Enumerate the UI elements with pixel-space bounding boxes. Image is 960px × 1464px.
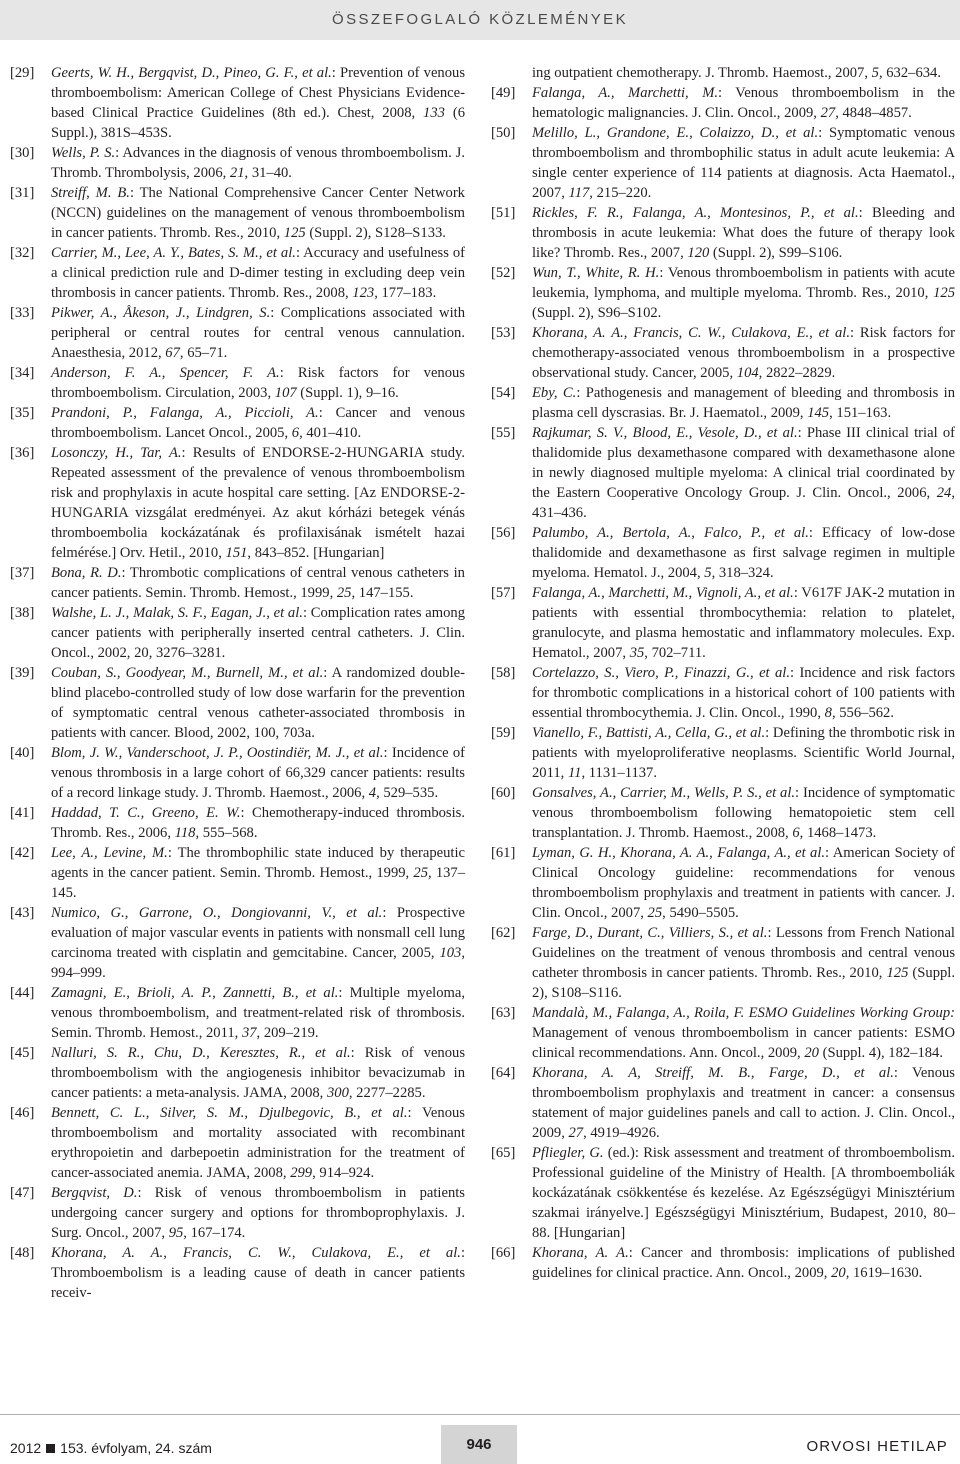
reference-item [491, 83, 955, 123]
reference-tail: , 4919–4926. [583, 1125, 660, 1141]
page-number: 946 [466, 1436, 492, 1453]
reference-number: [65] [491, 1145, 516, 1161]
reference-item [491, 263, 955, 323]
reference-item [491, 1003, 955, 1063]
reference-column-left [10, 63, 465, 1303]
reference-text: : Venous thromboembolism prophylaxis and treatment in cancer: a consensus statement of major guidelines panels and call to action. J. Clin. Oncol., 2009, [532, 1065, 955, 1141]
reference-item [10, 443, 465, 563]
reference-volume: 103 [439, 945, 462, 961]
reference-volume: 37 [241, 1025, 257, 1041]
reference-text: : Phase III clinical trial of thalidomide plus dexamethasone compared with dexamethasone alone in newly diagnosed multiple myeloma: A clinical trial coordinated by the Eastern Cooperative Oncology Group. J. Clin. Oncol., 2006, [532, 425, 955, 501]
reference-volume: 107 [274, 385, 297, 401]
reference-text: : Accuracy and usefulness of a clinical prediction rule and D-dimer testing in excluding deep vein thrombosis in cancer patients. Thromb. Res., 2008, [51, 245, 466, 301]
reference-text: : Venous thromboembolism in patients with acute leukemia, lymphoma, and multiple myeloma. Thromb. Res., 2010, [532, 265, 955, 301]
reference-item [10, 1043, 465, 1103]
reference-item [10, 843, 465, 903]
reference-tail: , 167–174. [183, 1225, 246, 1241]
reference-authors: Wun, T., White, R. H. [532, 265, 660, 281]
reference-tail: , 1468–1473. [799, 825, 877, 841]
reference-volume: 8 [824, 705, 832, 721]
reference-authors: Geerts, W. H., Bergqvist, D., Pineo, G. F., et al. [51, 65, 332, 81]
reference-authors: Nalluri, S. R., Chu, D., Keresztes, R., et al. [51, 1045, 351, 1061]
reference-tail: , 556–562. [831, 705, 894, 721]
reference-number: [41] [10, 805, 35, 821]
reference-tail: (Suppl. 4), 182–184. [818, 1045, 943, 1061]
reference-text: : Cancer and venous thromboembolism. Lancet Oncol., 2005, [51, 405, 465, 441]
reference-text: : Symptomatic venous thromboembolism and thrombophilic status in adult acute leukemia: A single center experience of 114 patients at diagnosis. Acta Haematol., 2007, [532, 125, 955, 201]
reference-authors: Falanga, A., Marchetti, M., Vignoli, A., et al. [532, 585, 794, 601]
reference-number: [30] [10, 145, 35, 161]
reference-number: [50] [491, 125, 516, 141]
reference-text: : V617F JAK-2 mutation in patients with essential thrombocythemia: relation to platelet, granulocyte, and plasma hemostatic and inflammatory molecules. Exp. Hematol., 2007, [532, 585, 955, 661]
reference-authors: Cortelazzo, S., Viero, P., Finazzi, G., et al. [532, 665, 790, 681]
reference-item [10, 403, 465, 443]
reference-volume: 35 [629, 645, 645, 661]
reference-item [10, 183, 465, 243]
reference-number: [33] [10, 305, 35, 321]
reference-item [491, 523, 955, 583]
reference-tail: , 702–711. [644, 645, 706, 661]
reference-number: [60] [491, 785, 516, 801]
reference-authors: Lyman, G. H., Khorana, A. A., Falanga, A., et al. [532, 845, 826, 861]
reference-volume: 145 [807, 405, 830, 421]
reference-number: [45] [10, 1045, 35, 1061]
reference-authors: Numico, G., Garrone, O., Dongiovanni, V., et al. [51, 905, 383, 921]
reference-number: [48] [10, 1245, 35, 1261]
reference-text: : Pathogenesis and management of bleeding and thrombosis in plasma cell dyscrasias. Br. J. Haematol., 2009, [532, 385, 956, 421]
reference-item [491, 923, 955, 1003]
footer-rule [0, 1414, 960, 1415]
reference-item [10, 663, 465, 743]
reference-volume: 299 [290, 1165, 313, 1181]
reference-tail: , 5490–5505. [662, 905, 739, 921]
reference-number: [49] [491, 85, 516, 101]
reference-text: : Advances in the diagnosis of venous thromboembolism. J. Thromb. Thrombolysis, 2006, [51, 145, 465, 181]
section-title: ÖSSZEFOGLALÓ KÖZLEMÉNYEK [332, 11, 628, 28]
reference-text: ing outpatient chemotherapy. J. Thromb. Haemost., 2007, [532, 65, 872, 81]
reference-text: : Prevention of venous thromboembolism: American College of Chest Physicians Evidence-based Clinical Practice Guidelines (8th ed.). Chest, 2008, [51, 65, 465, 121]
reference-number: [54] [491, 385, 516, 401]
reference-text: : Risk of venous thromboembolism in patients undergoing cancer surgery and options for thromboprophylaxis. J. Surg. Oncol., 2007, [51, 1185, 465, 1241]
reference-text: : Defining the thrombotic risk in patients with myeloproliferative neoplasms. Scientific World Journal, 2011, [532, 725, 955, 781]
reference-tail: , 209–219. [256, 1025, 319, 1041]
reference-authors: Bergqvist, D. [51, 1185, 138, 1201]
reference-authors: Zamagni, E., Brioli, A. P., Zannetti, B., et al. [51, 985, 339, 1001]
journal-name: ORVOSI HETILAP [806, 1438, 948, 1455]
reference-text: : Venous thromboembolism and mortality associated with recombinant erythropoietin and darbepoetin administration for the treatment of cancer-associated anemia. JAMA, 2008, [51, 1105, 465, 1181]
reference-authors: Losonczy, H., Tar, A. [51, 445, 182, 461]
reference-number: [56] [491, 525, 516, 541]
reference-volume: 20 [831, 1265, 846, 1281]
reference-number: [46] [10, 1105, 35, 1121]
reference-volume: 125 [283, 225, 306, 241]
reference-item [10, 563, 465, 603]
reference-authors: Walshe, L. J., Malak, S. F., Eagan, J., et al. [51, 605, 303, 621]
reference-number: [62] [491, 925, 516, 941]
reference-number: [36] [10, 445, 35, 461]
reference-volume: 6 [792, 825, 800, 841]
reference-authors: Bona, R. D. [51, 565, 122, 581]
reference-item [10, 363, 465, 403]
reference-number: [37] [10, 565, 35, 581]
reference-column-right [491, 63, 955, 1283]
reference-volume: 104 [736, 365, 759, 381]
reference-text: : Incidence of venous thrombosis in a large cohort of 66,329 cancer patients: results of a record linkage study. J. Thromb. Haemost., 2006, [51, 745, 465, 801]
reference-volume: 133 [423, 105, 445, 121]
reference-item [10, 143, 465, 183]
reference-item [491, 723, 955, 783]
reference-volume: 67 [165, 345, 180, 361]
reference-number: [32] [10, 245, 35, 261]
reference-tail: , 215–220. [589, 185, 652, 201]
reference-text: : Lessons from French National Guidelines on the treatment of venous thrombosis and central venous catheter thrombosis in cancer patients. Thromb. Res., 2010, [532, 925, 955, 981]
reference-number: [35] [10, 405, 35, 421]
reference-text: : The National Comprehensive Cancer Center Network (NCCN) guidelines on the management of venous thromboembolism in cancer patients. Thromb. Res., 2010, [51, 185, 465, 241]
reference-number: [57] [491, 585, 516, 601]
reference-tail: , 1619–1630. [845, 1265, 923, 1281]
reference-authors: Couban, S., Goodyear, M., Burnell, M., et al. [51, 665, 324, 681]
reference-tail: , 151–163. [829, 405, 892, 421]
reference-text: : Results of ENDORSE-2-HUNGARIA study. Repeated assessment of the prevalence of venous thromboembolism risk and prophylaxis in acute hospital care setting. [Az ENDORSE-2-HUNGARIA vizsgálat eredményei. Az akut kórházi betegek vénás thromboembolia kockázatának és profilaxisának ismételt hazai felmérése.] Orv. Hetil., 2010, [51, 445, 465, 561]
reference-volume: 6 [291, 425, 300, 441]
reference-volume: 125 [886, 965, 909, 981]
reference-text: : Complications associated with peripheral or central routes for central venous cannulation. Anaesthesia, 2012, [51, 305, 465, 361]
reference-authors: Rickles, F. R., Falanga, A., Montesinos, P., et al. [532, 205, 859, 221]
reference-item [491, 783, 955, 843]
reference-number: [63] [491, 1005, 516, 1021]
reference-item [491, 843, 955, 923]
reference-volume: 123 [352, 285, 375, 301]
reference-volume: 120 [687, 245, 710, 261]
reference-authors: Lee, A., Levine, M. [51, 845, 168, 861]
reference-volume: 27 [820, 105, 836, 121]
reference-volume: 151 [225, 545, 248, 561]
reference-authors: Carrier, M., Lee, A. Y., Bates, S. M., et al. [51, 245, 296, 261]
reference-tail: , 4848–4857. [835, 105, 912, 121]
reference-tail: , 2822–2829. [758, 365, 836, 381]
reference-authors: Khorana, A. A., Francis, C. W., Culakova, E., et al. [51, 1245, 461, 1261]
reference-volume: 21 [229, 165, 245, 181]
reference-item [491, 1243, 955, 1283]
reference-item [10, 743, 465, 803]
reference-text: : Complication rates among cancer patients with peripherally inserted central catheters. J. Clin. Oncol., 2002, 20, 3276–3281. [51, 605, 465, 661]
reference-item [10, 303, 465, 363]
reference-authors: Melillo, L., Grandone, E., Colaizzo, D., et al. [532, 125, 819, 141]
square-bullet-icon [46, 1444, 55, 1453]
reference-authors: Pikwer, A., Åkeson, J., Lindgren, S. [51, 305, 271, 321]
reference-number: [61] [491, 845, 516, 861]
reference-authors: Wells, P. S. [51, 145, 116, 161]
reference-item [10, 1243, 465, 1303]
reference-authors: Khorana, A. A., Francis, C. W., Culakova, E., et al. [532, 325, 850, 341]
reference-text: : A randomized double-blind placebo-controlled study of low dose warfarin for the prevention of symptomatic central venous catheter-associated thrombosis in patients with cancer. Blood, 2002, 100, 703a. [51, 665, 465, 741]
reference-continuation [491, 63, 955, 83]
reference-tail: , 137–145. [51, 865, 465, 901]
reference-authors: Prandoni, P., Falanga, A., Piccioli, A. [51, 405, 319, 421]
reference-item [10, 903, 465, 983]
reference-tail: (Suppl. 1), 9–16. [296, 385, 399, 401]
footer-year: 2012 [10, 1440, 42, 1456]
reference-volume: 4 [368, 785, 377, 801]
reference-volume: 5 [871, 65, 879, 81]
reference-tail: , 31–40. [244, 165, 292, 181]
reference-tail: , 2277–2285. [348, 1085, 426, 1101]
reference-tail: , 147–155. [351, 585, 414, 601]
reference-authors: Pfliegler, G. [532, 1145, 604, 1161]
reference-volume: 25 [336, 585, 352, 601]
reference-text: : Risk factors for chemotherapy-associated venous thromboembolism in a prospective observational study. Cancer, 2005, [532, 325, 955, 381]
reference-text: : Incidence of symptomatic venous thromboembolism following hematopoietic stem cell transplantation. J. Thromb. Haemost., 2008, [532, 785, 956, 841]
reference-authors: Haddad, T. C., Greeno, E. W. [51, 805, 241, 821]
reference-tail: , 994–999. [51, 945, 465, 981]
reference-item [491, 123, 955, 203]
reference-authors: Gonsalves, A., Carrier, M., Wells, P. S., et al. [532, 785, 796, 801]
reference-authors: Vianello, F., Battisti, A., Cella, G., et al. [532, 725, 766, 741]
reference-number: [66] [491, 1245, 516, 1261]
reference-number: [44] [10, 985, 35, 1001]
reference-volume: 25 [647, 905, 663, 921]
reference-item [491, 1143, 955, 1243]
reference-authors: Eby, C. [532, 385, 577, 401]
reference-number: [55] [491, 425, 516, 441]
reference-number: [51] [491, 205, 516, 221]
reference-volume: 95 [168, 1225, 184, 1241]
reference-authors: Blom, J. W., Vanderschoot, J. P., Oostindiër, M. J., et al. [51, 745, 384, 761]
reference-number: [40] [10, 745, 35, 761]
reference-text: : Chemotherapy-induced thrombosis. Thromb. Res., 2006, [51, 805, 465, 841]
reference-text: Management of venous thromboembolism in cancer patients: ESMO clinical recommendations. Ann. Oncol., 2009, [532, 1025, 955, 1061]
reference-item [10, 803, 465, 843]
reference-text: : Multiple myeloma, venous thromboembolism, and treatment-related risk of thrombosis. Semin. Thromb. Hemost., 2011, [51, 985, 465, 1041]
reference-number: [47] [10, 1185, 35, 1201]
reference-text: : Risk factors for venous thromboembolism. Circulation, 2003, [51, 365, 465, 401]
reference-tail: , 65–71. [179, 345, 228, 361]
reference-authors: Anderson, F. A., Spencer, F. A. [51, 365, 280, 381]
reference-tail: (Suppl. 2), S96–S102. [532, 305, 662, 321]
reference-volume: 300 [326, 1085, 349, 1101]
reference-text: : Incidence and risk factors for thrombotic complications in a historical cohort of 100 patients with essential thrombocythemia. J. Clin. Oncol., 1990, [532, 665, 955, 721]
reference-tail: , 529–535. [376, 785, 439, 801]
reference-item [10, 603, 465, 663]
reference-number: [59] [491, 725, 516, 741]
reference-item [10, 63, 465, 143]
reference-tail: , 555–568. [195, 825, 258, 841]
reference-text: : Bleeding and thrombosis in acute leukemia: What does the future of therapy look like? Thromb. Res., 2007, [532, 205, 955, 261]
reference-volume: 27 [568, 1125, 584, 1141]
reference-tail: (Suppl. 2), S99–S106. [709, 245, 843, 261]
reference-number: [31] [10, 185, 35, 201]
reference-item [491, 583, 955, 663]
reference-text: : Prospective evaluation of major vascular events in patients with nonsmall cell lung carcinoma treated with cisplatin and gemcitabine. Cancer, 2005, [51, 905, 465, 961]
reference-tail: , 632–634. [878, 65, 941, 81]
reference-volume: 24 [936, 485, 952, 501]
reference-text: : The thrombophilic state induced by therapeutic agents in the cancer patient. Semin. Thromb. Hemost., 1999, [51, 845, 465, 881]
reference-number: [34] [10, 365, 35, 381]
reference-authors: Khorana, A. A, Streiff, M. B., Farge, D., et al. [532, 1065, 894, 1081]
reference-volume: 118 [174, 825, 196, 841]
reference-authors: Palumbo, A., Bertola, A., Falco, P., et al. [532, 525, 809, 541]
reference-tail: , 843–852. [Hungarian] [247, 545, 385, 561]
reference-volume: 25 [413, 865, 428, 881]
reference-text: : Efficacy of low-dose thalidomide and dexamethasone as first salvage regimen in multiple myeloma. Hematol. J., 2004, [532, 525, 955, 581]
footer-issue [10, 1440, 212, 1456]
reference-number: [53] [491, 325, 516, 341]
reference-item [10, 983, 465, 1043]
reference-number: [52] [491, 265, 516, 281]
reference-authors: Khorana, A. A. [532, 1245, 629, 1261]
reference-item [10, 1183, 465, 1243]
reference-item [10, 243, 465, 303]
reference-text: : Cancer and thrombosis: implications of published guidelines for clinical practice. Ann. Oncol., 2009, [532, 1245, 955, 1281]
reference-item [491, 323, 955, 383]
reference-number: [58] [491, 665, 516, 681]
footer-volume-issue: 153. évfolyam, 24. szám [60, 1440, 212, 1456]
reference-item [491, 203, 955, 263]
reference-text: : Thrombotic complications of central venous catheters in cancer patients. Semin. Thromb. Hemost., 1999, [51, 565, 465, 601]
reference-tail: , 431–436. [532, 485, 955, 521]
reference-text: : Thromboembolism is a leading cause of death in cancer patients receiv- [51, 1245, 465, 1301]
reference-number: [38] [10, 605, 35, 621]
reference-tail: , 1131–1137. [581, 765, 658, 781]
reference-number: [42] [10, 845, 35, 861]
reference-authors: Falanga, A., Marchetti, M. [532, 85, 719, 101]
reference-tail: (Suppl. 2), S128–S133. [305, 225, 446, 241]
reference-item [491, 383, 955, 423]
reference-item [491, 423, 955, 523]
reference-item [10, 1103, 465, 1183]
reference-text: (ed.): Risk assessment and treatment of thromboembolism. Professional guideline of the Ministry of Health. [A thromboemboliák kockázatának csökkentése és kezelése. Az Egészségügyi Minisztérium szakmai irányelve.] Egészségügyi Minisztérium, Budapest, 2010, 80–88. [Hungarian] [532, 1145, 955, 1241]
reference-number: [29] [10, 65, 35, 81]
reference-number: [43] [10, 905, 35, 921]
reference-authors: Rajkumar, S. V., Blood, E., Vesole, D., et al. [532, 425, 798, 441]
reference-number: [64] [491, 1065, 516, 1081]
reference-volume: 125 [933, 285, 955, 301]
reference-item [491, 1063, 955, 1143]
reference-authors: Farge, D., Durant, C., Villiers, S., et al. [532, 925, 768, 941]
reference-tail: , 177–183. [374, 285, 437, 301]
reference-authors: Mandalà, M., Falanga, A., Roila, F. ESMO Guidelines Working Group: [532, 1005, 955, 1021]
reference-tail: (Suppl. 2), S108–S116. [532, 965, 955, 1001]
reference-authors: Bennett, C. L., Silver, S. M., Djulbegovic, B., et al. [51, 1105, 408, 1121]
reference-tail: , 914–924. [312, 1165, 375, 1181]
reference-text: : American Society of Clinical Oncology guideline: recommendations for venous thromboembolism prophylaxis and treatment in patients with cancer. J. Clin. Oncol., 2007, [532, 845, 955, 921]
reference-number: [39] [10, 665, 35, 681]
reference-volume: 5 [704, 565, 712, 581]
reference-tail: (6 Suppl.), 381S–453S. [51, 105, 465, 141]
reference-text: : Venous thromboembolism in the hematologic malignancies. J. Clin. Oncol., 2009, [532, 85, 955, 121]
reference-tail: , 318–324. [711, 565, 774, 581]
reference-volume: 20 [804, 1045, 819, 1061]
reference-item [491, 663, 955, 723]
reference-volume: 11 [567, 765, 582, 781]
reference-authors: Streiff, M. B. [51, 185, 130, 201]
reference-volume: 117 [568, 185, 590, 201]
reference-text: : Risk of venous thromboembolism with the angiogenesis inhibitor bevacizumab in cancer patients: a meta-analysis. JAMA, 2008, [51, 1045, 466, 1101]
reference-tail: , 401–410. [299, 425, 362, 441]
